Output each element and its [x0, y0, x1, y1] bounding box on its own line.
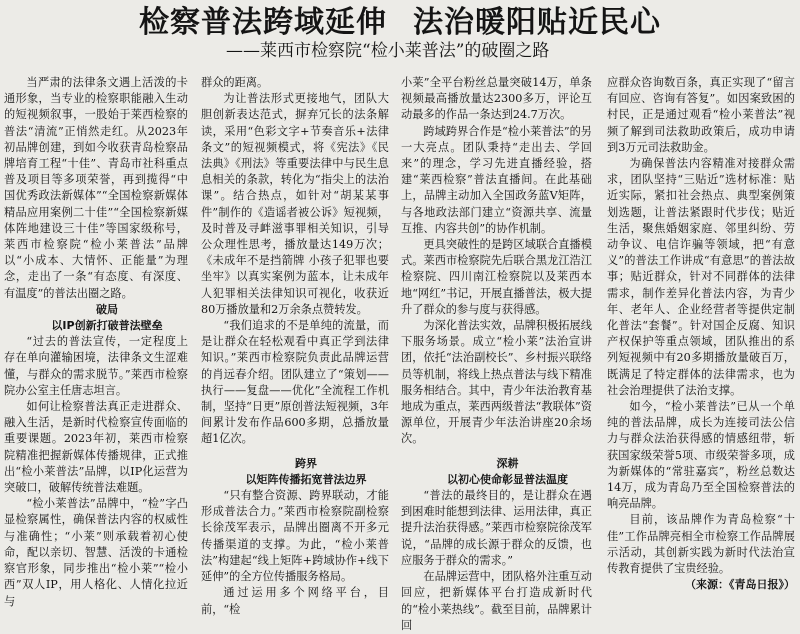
article-column-3 — [401, 75, 592, 632]
paragraph: 如何让检察普法真正走进群众、融入生活，是新时代检察宣传面临的重要课题。2023年初，莱西市检察院精准把握新媒体传播规律，正式推出“检小莱普法”品牌，以IP化运营为突破口，破解传统普法难题。 — [4, 400, 188, 495]
paragraph: 在品牌运营中，团队格外注重互动回应，把新媒体平台打造成新时代的“检小莱热线”。截至目前，品牌累计回 — [401, 570, 592, 632]
paragraph: “只有整合资源、跨界联动，才能形成普法合力。”莱西市检察院副检察长徐茂军表示，品牌出圈离不开多元传播渠道的支撑。为此，“检小莱普法”构建起“线上矩阵+跨域协作+线下延伸”的全方位传播服务格局。 — [201, 489, 389, 584]
paragraph: 应群众咨询数百条，真正实现了“留言有回应、咨询有答复”。如因案致困的村民，正是通过观看“检小莱普法”视频了解到司法救助政策后，成功申请到3万元司法救助金。 — [607, 76, 795, 154]
paragraph: “检小莱普法”品牌中，“检”字凸显检察属性，确保普法内容的权威性与准确性；“小莱”则承载着初心使命，配以亲切、智慧、活泼的卡通检察官形象，同步推出“检小莱”“检小西”双人IP，用人格化、人情化拉近与 — [4, 497, 188, 608]
paragraph: 更具突破性的是跨区域联合直播模式。莱西市检察院先后联合黑龙江浩江检察院、四川南江检察院以及莱西本地“网红”书记，开展直播普法，极大提升了群众的参与度与获得感。 — [401, 238, 592, 316]
paragraph: 为确保普法内容精准对接群众需求，团队坚持“三贴近”选材标准：贴近实际，紧扣社会热点、典型案例策划选题，让普法紧跟时代步伐；贴近生活，聚焦婚姻家庭、邻里纠纷、劳动争议、电信诈骗等领域，把“有意义”的普法工作讲成“有意思”的普法故事；贴近群众，针对不同群体的法律需求，制作差异化普法内容，为青少年、老年人、企业经营者等提供定制化普法“套餐”。针对国企反腐、知识产权保护等重点领域，团队推出的系列短视频中有20多期播放量破百万，既满足了特定群体的法律需求，也为社会治理提供了法治支撑。 — [607, 157, 795, 397]
paragraph: 如今，“检小莱普法”已从一个单纯的普法品牌，成长为连接司法公信力与群众法治获得感的情感纽带，斩获国家级荣誉5项、市级荣誉多项，成为新媒体的“常驻嘉宾”，粉丝总数达14万，成为青岛乃至全国检察普法的响亮品牌。 — [607, 400, 795, 511]
paragraph: 小莱”全平台粉丝总量突破14万，单条视频最高播放量达2300多万，评论互动最多的作品一条达到24.7万次。 — [401, 76, 592, 122]
article-column-4 — [607, 75, 795, 592]
section-heading: 以初心使命彰显普法温度 — [447, 472, 568, 486]
article-column-2 — [201, 75, 389, 616]
section-heading: 深耕 — [496, 456, 519, 470]
headline — [0, 4, 800, 42]
paragraph: 为深化普法实效，品牌积极拓展线下服务场景。成立“检小莱”法治宣讲团，依托“法治副校长”、乡村振兴联络员等机制，将线上热点普法与线下精准服务相结合。其中，青少年法治教育基地成为重点，莱西两级普法“教联体”资源单位，开展青少年法治讲座20余场次。 — [401, 319, 592, 446]
section-spacer — [201, 448, 389, 456]
paragraph: 群众的距离。 — [201, 76, 269, 89]
section-heading: 跨界 — [295, 456, 317, 470]
section-heading: 以IP创新打破普法壁垒 — [51, 319, 163, 333]
paragraph: 目前，该品牌作为青岛检察“十佳”工作品牌亮相全市检察工作品牌展示活动，其创新实践为新时代法治宣传教育提供了宝贵经验。 — [607, 513, 795, 576]
paragraph: 通过运用多个网络平台，目前，“检 — [201, 586, 389, 616]
paragraph: “我们追求的不是单纯的流量，而是让群众在轻松观看中真正学到法律知识。”莱西市检察院负责此品牌运营的肖远春介绍。团队建立了“策划——执行——复盘——优化”全流程工作机制，坚持“日更”原创普法短视频，3年间累计发布作品600多期，总播放量超1亿次。 — [201, 319, 389, 446]
section-spacer — [401, 448, 592, 456]
paragraph: 为让普法形式更接地气，团队大胆创新表达范式，摒弃冗长的法条解读，采用“色彩文字+节奏音乐+法律条文”的短视频模式，将《宪法》《民法典》《刑法》等重要法律中与民生息息相关的条款，转化为“指尖上的法治课”。结合热点，如针对“胡某某事件”制作的《造谣者被公诉》短视频，及时普及寻衅滋事罪相关知识，引导公众理性思考，播放量达149万次；《未成年不是挡箭牌 小孩子犯罪也要坐牢》以真实案例为蓝本，让未成年人犯罪相关法律知识可视化，收获近80万播放量和2万余条点赞转发。 — [201, 92, 389, 316]
headline-part-1: 检察普法跨域延伸 — [139, 5, 387, 40]
paragraph: 当严肃的法律条文遇上活泼的卡通形象，当专业的检察职能融入生动的短视频叙事，一股始于莱西检察的普法“清流”正悄然走红。从2023年初品牌创建，到如今收获青岛检察品牌培育工程“十佳”、青岛市社科重点普及项目等多项荣誉，再到揽得“中国优秀政法新媒体”“全国检察新媒体精品应用案例二十佳”“全国检察新媒体阵地建设三十佳”等国家级称号，莱西市检察院“检小莱普法”品牌以“小成本、大情怀、正能量”为理念，走出了一条“有态度、有深度、有温度”的普法出圈之路。 — [4, 76, 188, 300]
source-credit: （来源：《青岛日报》） — [685, 578, 795, 592]
section-heading: 以矩阵传播拓宽普法边界 — [245, 472, 367, 486]
headline-part-2: 法治暖阳贴近民心 — [413, 5, 661, 40]
paragraph: “过去的普法宣传，一定程度上存在单向灌输困境，法律条文生涩难懂，与群众的需求脱节。”莱西市检察院办公室主任唐志坦言。 — [4, 335, 188, 397]
subheadline: ——莱西市检察院“检小莱普法”的破圈之路 — [226, 41, 550, 61]
paragraph: “普法的最终目的，是让群众在遇到困难时能想到法律、运用法律，真正提升法治获得感。”莱西市检察院徐茂军说，“品牌的成长源于群众的反馈，也应服务于群众的需求。” — [401, 489, 592, 567]
paragraph: 跨域跨界合作是“检小莱普法”的另一大亮点。团队秉持“走出去、学回来”的理念，学习先进直播经验，搭建“莱西检察”普法直播间。在此基础上，品牌主动加入全国政务蓝V矩阵，与各地政法部门建立“资源共享、流量互推、内容共创”的协作机制。 — [401, 124, 592, 235]
section-heading: 破局 — [96, 302, 118, 316]
article-column-1 — [4, 75, 188, 608]
